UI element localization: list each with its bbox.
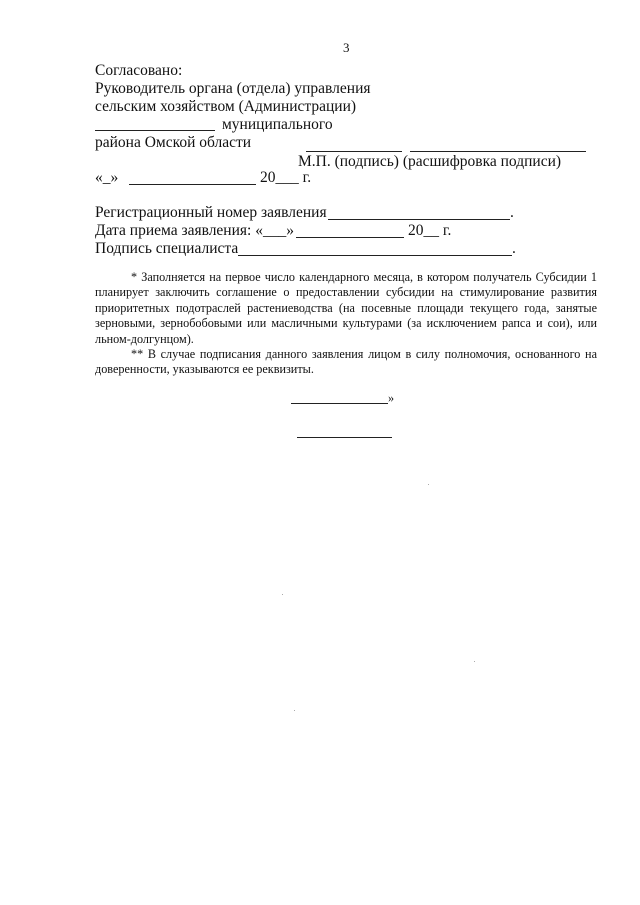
specialist-signature-end: . [512,240,516,257]
closing-quote: » [388,391,395,405]
approval-date-year: 20___ г. [260,169,312,186]
scan-speck [428,484,429,485]
receipt-date-label: Дата приема заявления: «___» [95,222,294,239]
approval-heading: Согласовано: [95,62,183,79]
signature-blank-line [306,151,402,152]
specialist-signature-line [238,255,512,256]
scan-speck [294,710,295,711]
municipality-blank-line [95,130,215,131]
specialist-signature-label: Подпись специалиста [95,240,239,257]
approval-date-month-line [129,184,256,185]
approval-line-4: района Омской области [95,134,252,151]
registration-number-label: Регистрационный номер заявления [95,204,327,221]
approval-line-2: сельским хозяйством (Администрации) [95,98,357,115]
closing-line-2 [297,437,392,438]
approval-line-3: муниципального [222,116,333,133]
footnote-2: ** В случае подписания данного заявления лицом в силу полномочия, основанного на доверенности, указываются ее реквизиты. [95,347,597,377]
receipt-date-year: 20__ г. [408,222,452,239]
registration-number-end: . [510,204,514,221]
registration-number-line [328,219,510,220]
closing-line-1 [291,403,388,404]
scan-speck [282,594,283,595]
footnote-1: * Заполняется на первое число календарного месяца, в котором получатель Субсидии 1 планирует заключить соглашение о предоставлении субсидии на стимулирование развития приоритетных подотраслей растениеводства (на посевные площади текущего года, занятые зерновыми, зернобобовыми или масличными культурами (за исключением рапса и сои), или льном-долгунцом). [95,270,597,346]
page-number: 3 [343,40,350,55]
receipt-date-month-line [296,237,404,238]
mp-caption: М.П. (подпись) (расшифровка подписи) [298,153,562,170]
signature-decode-blank-line [410,151,586,152]
approval-date-day: «_» [95,169,119,186]
approval-line-1: Руководитель органа (отдела) управления [95,80,371,97]
scan-speck [474,661,475,662]
